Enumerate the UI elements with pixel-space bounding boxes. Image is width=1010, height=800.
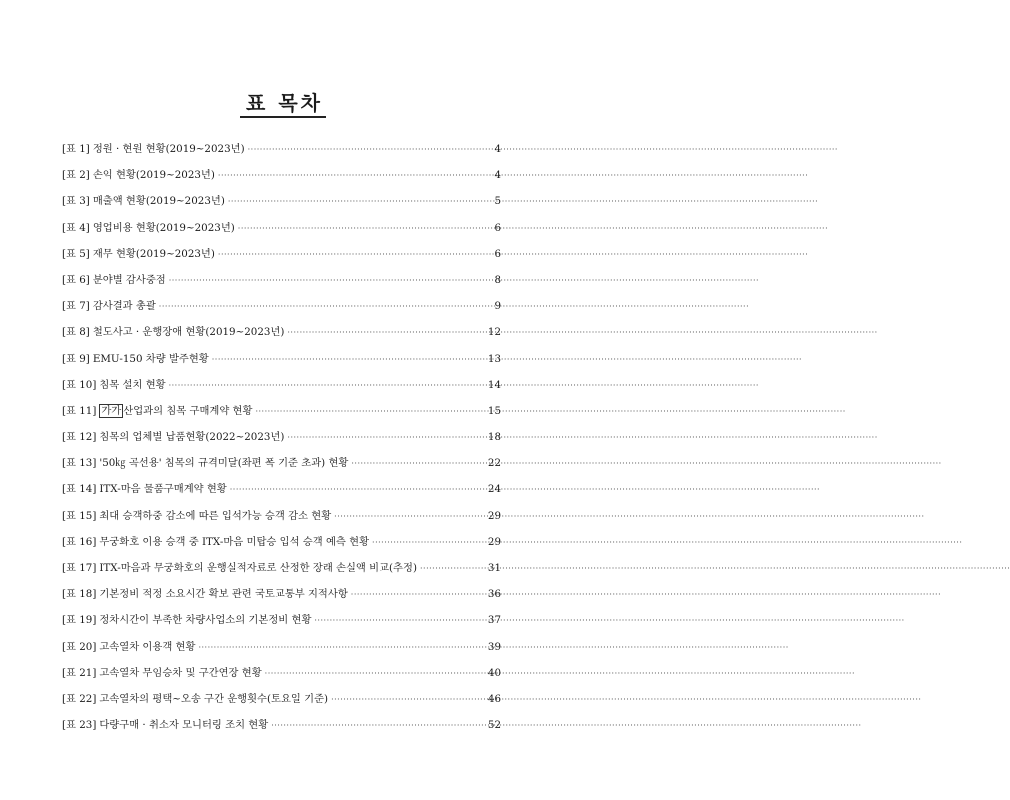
toc-entry-text: 감사결과 총괄 — [92, 300, 156, 313]
toc-entry-text: 철도사고 · 운행장애 현황(2019~2023년) — [92, 326, 285, 339]
dot-leader — [169, 274, 493, 288]
dot-leader — [228, 195, 493, 209]
toc-entry-label: [표 5] — [62, 247, 90, 260]
dot-leader — [334, 510, 486, 524]
toc-entry-text: 무궁화호 이용 승객 중 ITX-마음 미탑승 입석 승객 예측 현황 — [99, 535, 370, 548]
toc-entry-text: ITX-마음과 무궁화호의 운행실적자료로 산정한 장래 손실액 비교(추정) — [99, 562, 417, 574]
toc-entry-text: 분야별 감사중점 — [92, 273, 166, 286]
toc-entry-page: 4 — [494, 143, 501, 155]
toc-entry-label: [표 8] — [62, 326, 90, 339]
toc-entry[interactable] — [62, 247, 501, 273]
toc-entry-text: 최대 승객하중 감소에 따른 입석가능 승객 감소 현황 — [99, 509, 332, 522]
toc-entry-page: 8 — [494, 273, 501, 286]
toc-entry-title — [93, 273, 166, 287]
toc-entry-page: 15 — [487, 404, 501, 417]
toc-entry[interactable] — [62, 325, 501, 351]
dot-leader — [420, 562, 486, 576]
toc-entry-title — [93, 142, 245, 156]
toc-entry-text: 고속열차 무임승차 및 구간연장 현황 — [99, 666, 262, 679]
toc-entry-label: [표 10] — [62, 378, 97, 391]
toc-entry-label: [표 3] — [62, 195, 90, 208]
dot-leader — [314, 614, 486, 628]
toc-entry-label: [표 12] — [62, 431, 97, 444]
toc-entry-text: 정원 · 현원 현황(2019~2023년) — [92, 143, 245, 155]
toc-entry[interactable] — [62, 535, 501, 561]
toc-entry-title — [99, 430, 284, 444]
dot-leader — [230, 483, 486, 497]
toc-entry-title — [93, 352, 209, 366]
toc-entry[interactable] — [62, 613, 501, 639]
dot-leader — [238, 222, 493, 236]
toc-entry-title — [93, 247, 215, 261]
toc-entry-title — [99, 509, 331, 523]
toc-entry[interactable] — [62, 378, 501, 404]
toc-entry-label: [표 16] — [62, 535, 97, 548]
toc-entry-text: 산업과의 침목 구매계약 현황 — [123, 404, 253, 417]
toc-entry-text: EMU-150 차량 발주현황 — [92, 352, 209, 365]
dot-leader — [159, 300, 493, 314]
table-of-contents — [62, 142, 501, 744]
toc-entry-page: 31 — [487, 562, 501, 574]
dot-leader — [169, 379, 486, 393]
toc-entry-page: 22 — [487, 457, 501, 470]
dot-leader — [287, 326, 486, 340]
toc-entry-title — [99, 404, 252, 418]
toc-entry[interactable] — [62, 640, 501, 666]
toc-entry-page: 18 — [487, 431, 501, 444]
masked-company-name: 가가 — [101, 404, 122, 417]
toc-entry[interactable] — [62, 456, 501, 482]
dot-leader — [351, 457, 486, 471]
toc-entry-title — [99, 613, 311, 627]
toc-entry[interactable] — [62, 168, 501, 194]
toc-entry[interactable] — [62, 509, 501, 535]
toc-entry-text: 고속열차의 평택~오송 구간 운행횟수(토요일 기준) — [99, 692, 329, 705]
toc-entry[interactable] — [62, 718, 501, 744]
toc-entry-label: [표 20] — [62, 640, 97, 653]
dot-leader — [218, 169, 493, 183]
dot-leader — [271, 719, 486, 733]
toc-entry-title — [93, 168, 215, 182]
toc-entry-text: 침목 설치 현황 — [99, 378, 166, 391]
toc-entry[interactable] — [62, 194, 501, 220]
page-title-wrap — [0, 91, 566, 118]
toc-entry[interactable] — [62, 561, 501, 587]
toc-entry-page: 29 — [487, 535, 501, 548]
toc-entry-text: 정차시간이 부족한 차량사업소의 기본정비 현황 — [99, 614, 312, 627]
toc-entry-title — [93, 194, 225, 208]
dot-leader — [248, 143, 493, 157]
toc-entry-label: [표 1] — [62, 143, 90, 155]
toc-entry[interactable] — [62, 482, 501, 508]
toc-entry-text: '50㎏ 곡선용' 침목의 규격미달(좌편 폭 기준 초과) 현황 — [99, 457, 349, 470]
toc-entry-page: 12 — [487, 326, 501, 339]
toc-entry[interactable] — [62, 221, 501, 247]
toc-entry-title — [99, 718, 268, 732]
toc-entry-label: [표 23] — [62, 719, 97, 732]
dot-leader — [265, 667, 486, 681]
toc-entry-title — [93, 325, 285, 339]
toc-entry-text: 매출액 현황(2019~2023년) — [92, 195, 225, 208]
toc-entry-text: 영업비용 현황(2019~2023년) — [92, 221, 235, 234]
dot-leader — [198, 641, 485, 655]
toc-entry[interactable] — [62, 692, 501, 718]
toc-entry-title — [99, 561, 417, 575]
toc-entry-label: [표 13] — [62, 457, 97, 470]
toc-entry-page: 4 — [494, 169, 501, 182]
toc-entry[interactable] — [62, 352, 501, 378]
toc-entry-label: [표 14] — [62, 483, 97, 496]
toc-entry-page: 5 — [494, 195, 501, 208]
toc-entry[interactable] — [62, 299, 501, 325]
toc-entry-page: 6 — [494, 221, 501, 234]
toc-entry-title — [99, 587, 347, 601]
toc-entry-page: 29 — [487, 509, 501, 522]
toc-entry-page: 14 — [487, 378, 501, 391]
toc-entry-label: [표 2] — [62, 169, 90, 182]
dot-leader — [331, 693, 486, 707]
toc-entry-page: 52 — [487, 719, 501, 732]
toc-entry-page: 6 — [494, 247, 501, 260]
toc-entry-title — [93, 221, 235, 235]
toc-entry-text: 손익 현황(2019~2023년) — [92, 169, 215, 182]
toc-entry-page: 40 — [487, 666, 501, 679]
dot-leader — [255, 405, 485, 419]
toc-entry-title — [99, 378, 165, 392]
toc-entry-page: 39 — [487, 640, 501, 653]
toc-entry-label: [표 21] — [62, 666, 97, 679]
toc-entry-text: ITX-마음 물품구매계약 현황 — [99, 483, 227, 496]
toc-entry-page: 24 — [487, 483, 501, 496]
toc-entry-text: 기본정비 적정 소요시간 확보 관련 국토교통부 지적사항 — [99, 588, 348, 601]
toc-entry-page: 9 — [494, 300, 501, 313]
toc-entry-label: [표 6] — [62, 273, 90, 286]
dot-leader — [372, 536, 486, 550]
toc-entry-label: [표 22] — [62, 692, 97, 705]
toc-entry-label: [표 11] — [62, 404, 97, 417]
toc-entry-label: [표 4] — [62, 221, 90, 234]
toc-entry[interactable] — [62, 430, 501, 456]
toc-entry-label: [표 9] — [62, 352, 90, 365]
toc-entry-text: 고속열차 이용객 현황 — [99, 640, 196, 653]
toc-entry-title — [99, 482, 226, 496]
toc-entry-page: 36 — [487, 588, 501, 601]
toc-entry-title — [93, 299, 156, 313]
toc-entry-title — [99, 666, 261, 680]
toc-entry-page: 37 — [487, 614, 501, 627]
toc-entry[interactable] — [62, 273, 501, 299]
page-title: 표 목차 — [240, 91, 326, 118]
toc-entry-title — [99, 535, 369, 549]
toc-entry-page: 46 — [487, 692, 501, 705]
toc-entry[interactable] — [62, 587, 501, 613]
toc-entry-label: [표 7] — [62, 300, 90, 313]
toc-entry-page: 13 — [487, 352, 501, 365]
toc-entry-label: [표 18] — [62, 588, 97, 601]
toc-entry[interactable] — [62, 666, 501, 692]
toc-entry-title — [99, 640, 195, 654]
toc-entry-text: 다량구매 · 취소자 모니터링 조치 현황 — [99, 719, 269, 732]
toc-entry-text: 재무 현황(2019~2023년) — [92, 247, 215, 260]
toc-entry-title — [99, 456, 348, 470]
toc-entry-label: [표 19] — [62, 614, 97, 627]
toc-entry-label: [표 17] — [62, 562, 97, 574]
dot-leader — [287, 431, 485, 445]
toc-entry-title — [99, 692, 328, 706]
dot-leader — [218, 248, 493, 262]
toc-entry[interactable] — [62, 142, 501, 168]
dot-leader — [212, 353, 486, 367]
toc-entry[interactable] — [62, 404, 501, 430]
toc-entry-text: 침목의 업체별 납품현황(2022~2023년) — [99, 431, 285, 444]
dot-leader — [351, 588, 486, 602]
toc-entry-label: [표 15] — [62, 509, 97, 522]
